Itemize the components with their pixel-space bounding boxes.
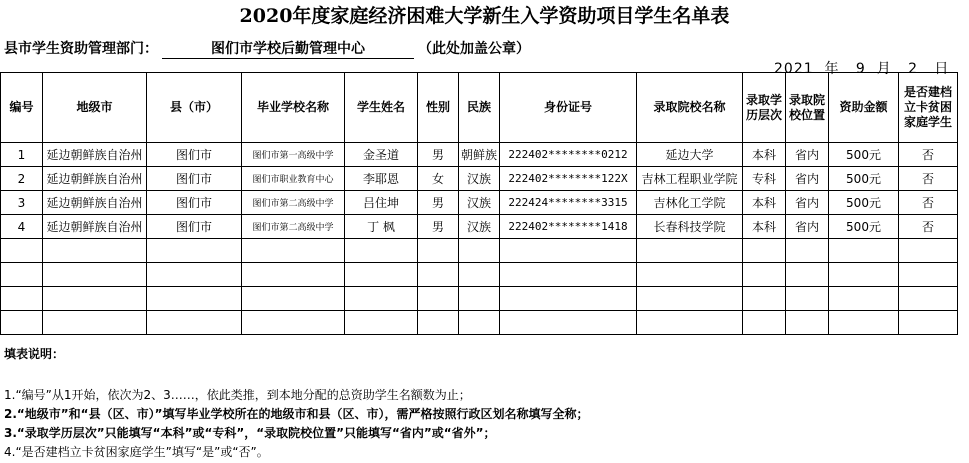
cell-no[interactable]: 1 [1,143,43,167]
cell-student-name[interactable]: 吕住坤 [345,191,418,215]
empty-cell[interactable] [637,239,743,263]
header-student-name: 学生姓名 [345,73,418,143]
empty-cell[interactable] [459,311,500,335]
empty-row [1,263,958,287]
instruction-line-2: 2.“地级市”和“县（区、市）”填写毕业学校所在的地级市和县（区、市），需严格按照行政区划名称填写全称； [4,407,589,421]
header-ethnicity: 民族 [459,73,500,143]
cell-poverty-registered[interactable]: 否 [899,191,958,215]
empty-cell[interactable] [1,287,43,311]
cell-gender[interactable]: 男 [418,191,459,215]
empty-cell[interactable] [743,311,786,335]
header-school: 毕业学校名称 [242,73,345,143]
empty-cell[interactable] [500,263,637,287]
cell-county[interactable]: 图们市 [147,191,242,215]
instruction-line-1: 1.“编号”从1开始，依次为2、3……，依此类推，到本地分配的总资助学生名额数为止； [4,388,471,402]
instructions [4,345,588,462]
cell-student-name[interactable]: 丁 枫 [345,215,418,239]
empty-cell[interactable] [500,287,637,311]
empty-row [1,311,958,335]
cell-no[interactable]: 4 [1,215,43,239]
instruction-line-4: 4.“是否建档立卡贫困家庭学生”填写“是”或“否”。 [4,445,269,459]
cell-id-number[interactable]: 222402********0212 [500,143,637,167]
cell-degree-level[interactable]: 本科 [743,215,786,239]
cell-poverty-registered[interactable]: 否 [899,143,958,167]
header-no: 编号 [1,73,43,143]
cell-gender[interactable]: 男 [418,143,459,167]
empty-cell[interactable] [743,263,786,287]
cell-amount[interactable]: 500元 [829,143,899,167]
empty-cell[interactable] [829,239,899,263]
cell-school[interactable]: 图们市职业教育中心 [242,167,345,191]
cell-ethnicity[interactable]: 汉族 [459,167,500,191]
empty-cell[interactable] [459,263,500,287]
empty-cell[interactable] [637,287,743,311]
empty-row [1,287,958,311]
cell-id-number[interactable]: 222402********1418 [500,215,637,239]
cell-student-name[interactable]: 李耶恩 [345,167,418,191]
cell-ethnicity[interactable]: 朝鲜族 [459,143,500,167]
date-month: 9 [855,61,866,77]
empty-cell[interactable] [899,287,958,311]
empty-cell[interactable] [345,311,418,335]
header-poverty-registered: 是否建档立卡贫困家庭学生 [899,73,958,143]
header-amount: 资助金额 [829,73,899,143]
cell-degree-level[interactable]: 专科 [743,167,786,191]
empty-cell[interactable] [345,239,418,263]
empty-cell[interactable] [1,311,43,335]
cell-no[interactable]: 2 [1,167,43,191]
header-degree-level: 录取学历层次 [743,73,786,143]
date-day-unit: 日 [934,61,950,77]
date-month-unit: 月 [876,61,892,77]
cell-id-number[interactable]: 222424********3315 [500,191,637,215]
department-name: 图们市学校后勤管理中心 [162,38,414,59]
empty-cell[interactable] [242,287,345,311]
department-line [4,38,530,59]
empty-cell[interactable] [418,239,459,263]
cell-poverty-registered[interactable]: 否 [899,167,958,191]
cell-college[interactable]: 长春科技学院 [637,215,743,239]
empty-cell[interactable] [418,311,459,335]
empty-cell[interactable] [829,287,899,311]
empty-cell[interactable] [459,239,500,263]
header-city: 地级市 [43,73,147,143]
empty-cell[interactable] [743,239,786,263]
empty-cell[interactable] [786,287,829,311]
cell-college[interactable]: 延边大学 [637,143,743,167]
empty-cell[interactable] [418,287,459,311]
empty-cell[interactable] [345,287,418,311]
empty-cell[interactable] [899,263,958,287]
empty-cell[interactable] [345,263,418,287]
empty-cell[interactable] [786,311,829,335]
empty-cell[interactable] [637,263,743,287]
cell-city[interactable]: 延边朝鲜族自治州 [43,143,147,167]
table-header-row [1,73,958,143]
empty-cell[interactable] [147,287,242,311]
cell-poverty-registered[interactable]: 否 [899,215,958,239]
cell-college[interactable]: 吉林化工学院 [637,191,743,215]
empty-cell[interactable] [1,239,43,263]
header-county: 县（市） [147,73,242,143]
empty-cell[interactable] [500,239,637,263]
empty-cell[interactable] [43,239,147,263]
empty-cell[interactable] [242,239,345,263]
empty-cell[interactable] [242,263,345,287]
cell-gender[interactable]: 男 [418,215,459,239]
empty-cell[interactable] [786,263,829,287]
empty-cell[interactable] [43,287,147,311]
cell-college-location[interactable]: 省内 [786,215,829,239]
empty-cell[interactable] [43,263,147,287]
empty-cell[interactable] [459,287,500,311]
table-row [1,167,958,191]
cell-ethnicity[interactable]: 汉族 [459,215,500,239]
date-year: 2021 [774,61,814,77]
empty-cell[interactable] [829,311,899,335]
cell-city[interactable]: 延边朝鲜族自治州 [43,167,147,191]
table-row [1,215,958,239]
empty-cell[interactable] [43,311,147,335]
empty-cell[interactable] [500,311,637,335]
cell-college-location[interactable]: 省内 [786,167,829,191]
empty-cell[interactable] [637,311,743,335]
cell-school[interactable]: 图们市第一高级中学 [242,143,345,167]
cell-college[interactable]: 吉林工程职业学院 [637,167,743,191]
table-row [1,143,958,167]
empty-cell[interactable] [1,263,43,287]
cell-county[interactable]: 图们市 [147,143,242,167]
cell-amount[interactable]: 500元 [829,215,899,239]
header-college-location: 录取院校位置 [786,73,829,143]
empty-cell[interactable] [899,311,958,335]
cell-amount[interactable]: 500元 [829,167,899,191]
stamp-note: （此处加盖公章） [418,41,530,57]
empty-cell[interactable] [418,263,459,287]
empty-cell[interactable] [899,239,958,263]
student-table [0,72,958,335]
cell-student-name[interactable]: 金圣道 [345,143,418,167]
cell-id-number[interactable]: 222402********122X [500,167,637,191]
department-label: 县市学生资助管理部门： [4,41,158,57]
cell-county[interactable]: 图们市 [147,215,242,239]
page-title: 2020年度家庭经济困难大学新生入学资助项目学生名单表 [239,5,730,27]
header-college: 录取院校名称 [637,73,743,143]
cell-school[interactable]: 图们市第二高级中学 [242,215,345,239]
empty-row [1,239,958,263]
cell-county[interactable]: 图们市 [147,167,242,191]
header-id-number: 身份证号 [500,73,637,143]
instruction-line-3: 3.“录取学历层次”只能填写“本科”或“专科”，“录取院校位置”只能填写“省内”或“省外”； [4,426,496,440]
cell-no[interactable]: 3 [1,191,43,215]
empty-cell[interactable] [786,239,829,263]
cell-city[interactable]: 延边朝鲜族自治州 [43,191,147,215]
cell-gender[interactable]: 女 [418,167,459,191]
empty-cell[interactable] [743,287,786,311]
cell-degree-level[interactable]: 本科 [743,143,786,167]
date-year-unit: 年 [824,61,840,77]
cell-city[interactable]: 延边朝鲜族自治州 [43,215,147,239]
empty-cell[interactable] [147,239,242,263]
cell-college-location[interactable]: 省内 [786,191,829,215]
date-day: 2 [908,61,919,77]
empty-cell[interactable] [147,263,242,287]
header-gender: 性别 [418,73,459,143]
cell-amount[interactable]: 500元 [829,191,899,215]
cell-college-location[interactable]: 省内 [786,143,829,167]
cell-ethnicity[interactable]: 汉族 [459,191,500,215]
table-row [1,191,958,215]
empty-cell[interactable] [829,263,899,287]
cell-school[interactable]: 图们市第二高级中学 [242,191,345,215]
instructions-heading: 填表说明： [4,347,65,361]
empty-cell[interactable] [147,311,242,335]
empty-cell[interactable] [242,311,345,335]
cell-degree-level[interactable]: 本科 [743,191,786,215]
